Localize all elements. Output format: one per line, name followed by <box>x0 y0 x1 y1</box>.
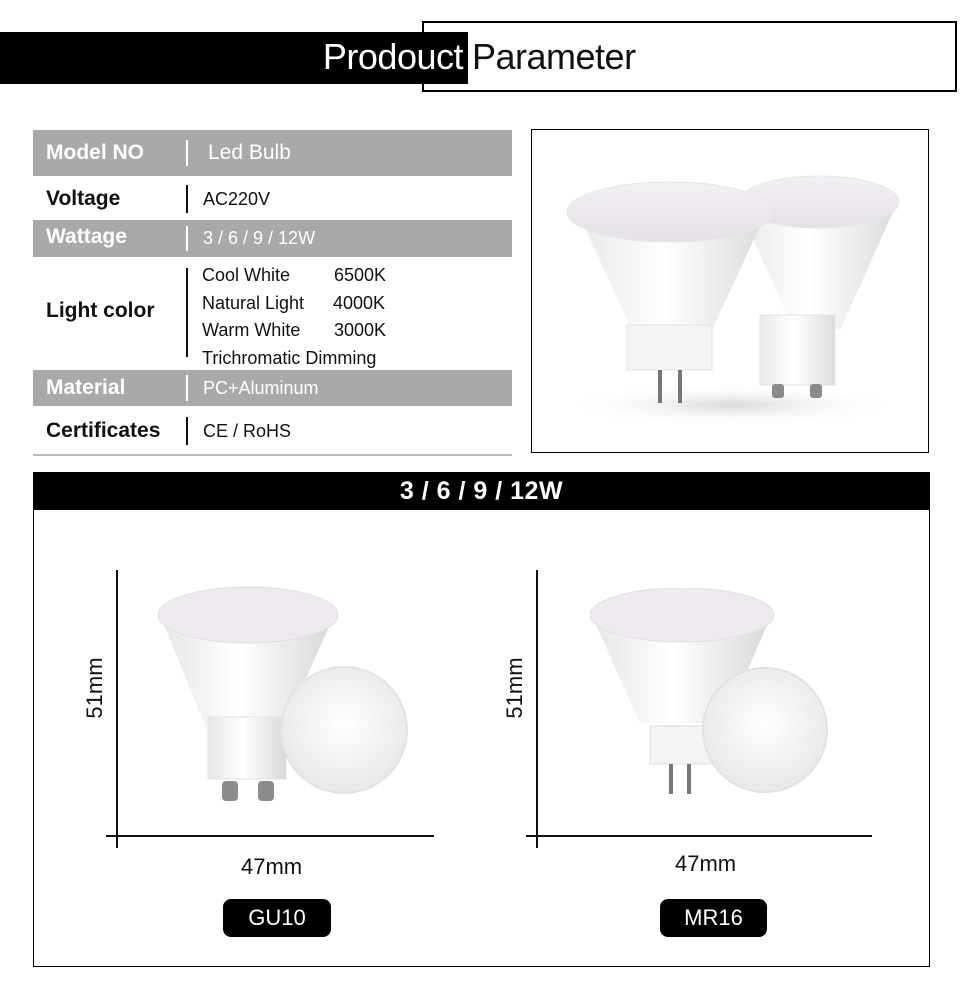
light-color-name: Trichromatic Dimming <box>202 347 377 368</box>
light-color-name: Warm White <box>202 320 301 340</box>
spec-value: PC+Aluminum <box>203 377 319 398</box>
light-color-temp: 4000K <box>333 292 386 313</box>
light-color-temp: 6500K <box>334 265 387 285</box>
spec-label: Certificates <box>46 419 161 442</box>
mr16-width-label: 47mm <box>675 851 737 876</box>
spec-value: 3 / 6 / 9 / 12W <box>203 228 316 248</box>
spec-label: Wattage <box>46 224 127 248</box>
mr16-height-label: 51mm <box>502 657 527 719</box>
header-title-right: Parameter <box>472 36 636 77</box>
light-color-name: Cool White <box>202 265 291 285</box>
spec-label: Model NO <box>46 141 144 164</box>
spec-label: Voltage <box>46 187 121 210</box>
spec-label: Material <box>46 376 126 399</box>
mr16-type-badge: MR16 <box>660 899 767 937</box>
spec-value: CE / RoHS <box>203 420 292 441</box>
spec-label: Light color <box>46 299 155 322</box>
wattage-banner: 3 / 6 / 9 / 12W <box>33 472 930 510</box>
gu10-dimension-image <box>150 585 420 810</box>
mr16-dimension-image <box>585 588 845 803</box>
gu10-type-badge: GU10 <box>223 899 331 937</box>
light-color-name: Natural Light <box>202 292 305 313</box>
header-title-left: Prodouct <box>322 36 463 77</box>
spec-value: Led Bulb <box>208 141 291 164</box>
gu10-width-label: 47mm <box>241 854 303 879</box>
light-color-temp: 3000K <box>334 320 387 340</box>
spec-value: AC220V <box>203 188 271 209</box>
gu10-height-label: 51mm <box>82 657 107 719</box>
